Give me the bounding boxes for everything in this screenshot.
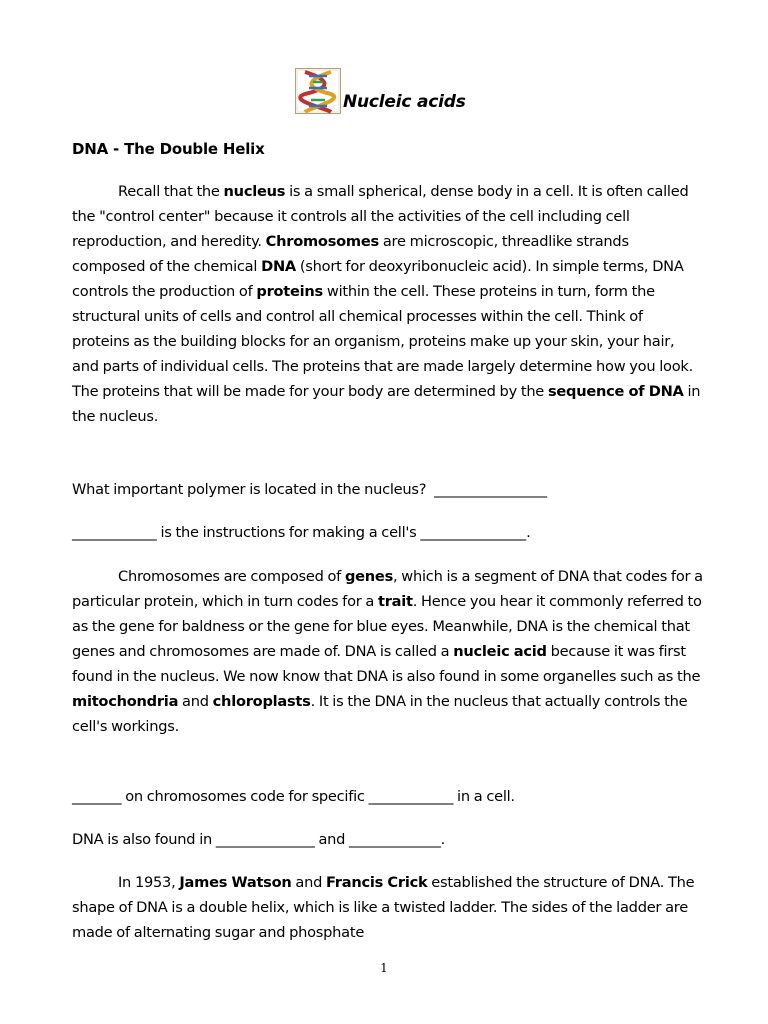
question-polymer: What important polymer is located in the nucleus? ________________ bbox=[72, 481, 547, 498]
paragraph-nucleus: Recall that the nucleus is a small spherical, dense body in a cell. It is often called the "control center" because it controls all the activities of the cell including cell reproduction, and heredity. Chromosomes are microscopic, threadlike strands composed of the chemical DNA (short for deoxyribonucleic acid). In simple terms, DNA controls the production of proteins within the cell. These proteins in turn, form the structural units of cells and control all chemical processes within the cell. Think of proteins as the building blocks for an organism, proteins make up your skin, your hair, and parts of individual cells. The proteins that are made largely determine how you look. The proteins that will be made for your body are determined by the sequence of DNA in the nucleus. bbox=[72, 183, 701, 425]
question-dna-found: DNA is also found in ______________ and _____________. bbox=[72, 831, 446, 848]
title-row bbox=[295, 66, 466, 114]
paragraph-genes: Chromosomes are composed of genes, which is a segment of DNA that codes for a particular protein, which in turn codes for a trait. Hence you hear it commonly referred to as the gene for baldness or the gene for blue eyes. Meanwhile, DNA is the chemical that genes and chromosomes are made of. DNA is called a nucleic acid because it was first found in the nucleus. We now know that DNA is also found in some organelles such as the mitochondria and chloroplasts. It is the DNA in the nucleus that actually controls the cell's workings. bbox=[72, 568, 703, 735]
paragraph-watson-crick: In 1953, James Watson and Francis Crick established the structure of DNA. The shape of DNA is a double helix, which is like a twisted ladder. The sides of the ladder are made of alternating sugar and phosphate bbox=[72, 874, 695, 941]
section-heading: DNA - The Double Helix bbox=[72, 140, 265, 158]
page-title: Nucleic acids bbox=[343, 92, 466, 112]
question-instructions: ____________ is the instructions for making a cell's _______________. bbox=[72, 524, 531, 541]
question-chromosomes: _______ on chromosomes code for specific ____________ in a cell. bbox=[72, 788, 515, 805]
page-number: 1 bbox=[380, 961, 388, 975]
dna-double-helix-icon bbox=[295, 68, 341, 114]
